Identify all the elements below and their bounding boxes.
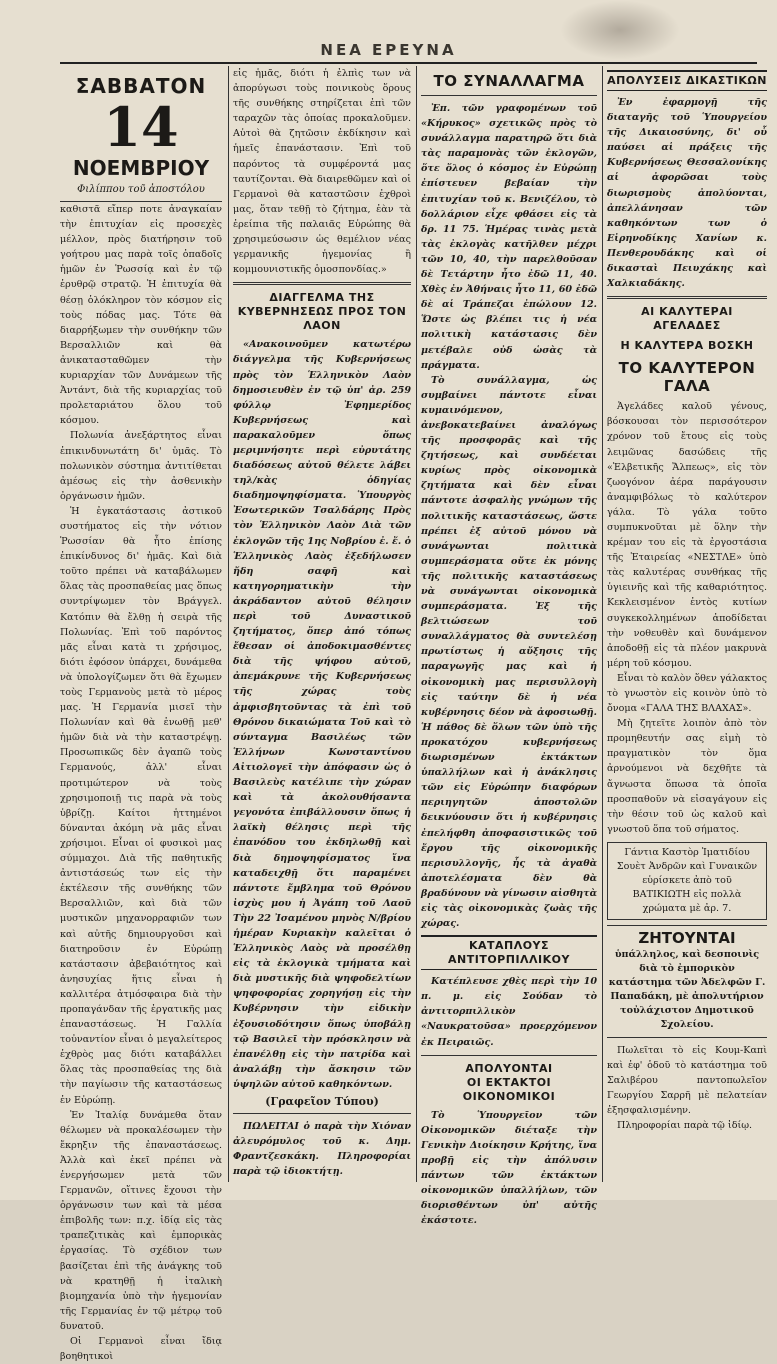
article-heading: ΑΠΟΛΥΟΝΤΑΙ: [465, 1061, 553, 1075]
shop-sale-ad: Πωλεῖται τὸ εἰς Κουμ-Καπὶ καὶ ἐφ' ὁδοῦ τὸ κατάστημα τοῦ Σαλιβέρου παντοπωλεῖον Γεωργίου Σαρρῆ μὲ πελατείαν ἐξησφαλισμένην.: [607, 1044, 767, 1117]
day-number: 14: [103, 95, 179, 159]
article-heading: ΑΠΟΛΥΣΕΙΣ ΔΙΚΑΣΤΙΚΩΝ: [607, 70, 767, 91]
job-ad: [607, 928, 767, 1032]
ad-paragraph: Ἀγελάδες καλοῦ γένους, βόσκουσαι τὸν περισσότερον χρόνον τοῦ ἔτους εἰς τοὺς λειμῶνας δασώδεις τῆς «Ἑλβετικῆς Ἄλπεως», εἰς τὸν ζωογόνον ἀέρα παράγουσιν ἀναμφιβόλως τὸ καλύτερον γάλα. Τὸ γάλα τοῦτο συμπυκνοῦται μὲ ὅλην τὴν κρέμαν του εἰς τὰ ἐργοστάσια τῆς Ἑταιρείας «ΝΕΣΤΛΕ» ὑπὸ τὰς καλυτέρας συνθήκας τῆς ὑγιεινῆς καὶ τῆς καθαριότητος. Κεκλεισμένον ἐντὸς κυτίων συγκεκολλημένων ἀποδίδεται τὴν νοθευθὲν καὶ δυνάμενον ἀποδοθῇ εἰς τὰ πλέον μακρυνὰ μέρη τοῦ κόσμου.: [607, 401, 767, 669]
column-2: [233, 66, 411, 1184]
ad-heading: ΑΙ ΚΑΛΥΤΕΡΑΙ ΑΓΕΛΑΔΕΣ: [641, 305, 733, 333]
paragraph: καθιστᾶ εἴπερ ποτε ἀναγκαίαν τὴν ἐπιτυχίαν εἰς προσεχὲς μέλλον, πρὸς διατήρησιν τοῦ γοήτρου μας παρὰ τοῖς ὀπαδοῖς ἡμῶν ἐν Ῥωσσίᾳ καὶ ἐν τῷ ἐρυθρῷ στρατῷ. Ἡ ἐπιτυχία θὰ θέσῃ ὁλόκληρον τὸν κόσμον εἰς τοὺς πόδας μας. Τότε θὰ διαρρήξωμεν τὴν συνθήκην τῶν Βερσαλλιῶν καὶ θὰ ἀνικατασταθῶμεν τὴν κυριαρχίαν τῶν Δυνάμεων τῆς Ἀντάντ, διὰ τῆς κυριαρχίας τοῦ προλεταριάτου ὅλου τοῦ κόσμου.: [60, 204, 222, 427]
article-subheading: ΟΙ ΕΚΤΑΚΤΟΙ ΟΙΚΟΝΟΜΙΚΟΙ: [462, 1075, 556, 1103]
date-box: [60, 66, 222, 202]
masthead: [0, 40, 777, 62]
paragraph: Τὸ συνάλλαγμα, ὡς συμβαίνει πάντοτε εἶναι κυμαινόμενον, ἀνεβοκατεβαίνει ἀναλόγως τῆς προσφορᾶς καὶ τῆς ζητήσεως, καὶ συνδέεται κυρίως πρὸς οἰκονομικὰ ζητήματα καὶ δὲν εἶναι πάντοτε ἀσφαλὴς γνώμων τῆς πολιτικῆς καταστάσεως, ὥστε πρέπει ἐξ αὐτοῦ μόνου νὰ συνάγωνται πολιτικὰ συμπεράσματα οὔτε ἐκ μόνης τῆς πολιτικῆς καταστάσεως νὰ συνάγωνται οἰκονομικὰ συμπεράσματα. Ἐξ τῆς βελτιώσεων τοῦ συναλλάγματος θὰ συντελέσῃ πρωτίστως ἡ αὔξησις τῆς παραγωγῆς μας καὶ ἡ οἰκονομικὴ μας περισυλλογὴ εἰς ταύτην δὲ ἡ νέα κυβέρνησις δέον νὰ ἀφοσιωθῇ. Ἡ πάθος δὲ ὅλων τῶν ὑπὸ τῆς προκατόχου κυβερνήσεως διωρισμένων ἐκτάκτων ὑπαλλήλων καὶ ἡ ἀνάκλησις τῶν εἰς Εὐρώπην διαφόρων περιηγητῶν ἀποστολῶν δεικνύουσιν ὅτι ἡ κυβέρνησις ἐπελήφθη ἀποφασιστικῶς τοῦ ἔργου τῆς οἰκονομικῆς περισυλλογῆς, ἧς τὰ ἀγαθὰ ἀποτελέσματα δὲν θὰ βραδύνουν νὰ γίνωσιν αἰσθητὰ εἰς τὰς οἰκονομικὰς ζωὰς τῆς χώρας.: [421, 374, 597, 930]
proclamation-text: «Ανακοινοῦμεν κατωτέρω διάγγελμα τῆς Κυβερνήσεως πρὸς τὸν Ἑλληνικὸν Λαὸν δημοσιευθὲν ἐν τῷ ὑπ' ἀρ. 259 φύλλῳ Ἐφημερίδος Κυβερνήσεως καὶ παρακαλοῦμεν ὅπως μεριμνήσητε περὶ εὐρυτάτης διαδόσεως αὐτοῦ θέλετε λάβει τηλ/κὰς ὁδηγίας διαδημοψηφίσματα. Ὑπουργὸς Ἐσωτερικῶν Τσαλδάρης Πρὸς τὸν Ἑλληνικὸν Λαὸν Διὰ τῶν ἐκλογῶν τῆς 1ης Νοβρίου ἐ. ἔ. ὁ Ἑλληνικὸς Λαὸς ἐξεδήλωσεν ἤδη σαφῆ καὶ κατηγορηματικὴν τὴν ἀκράδαντον αὐτοῦ θέλησιν περὶ τοῦ Δυναστικοῦ ζητήματος, ὅπερ ἀπό τόπως ἔθεσαν οἱ ἀποδοκιμασθέντες διὰ τῆς ψήφου αὐτοῦ, ἀπεμάκρυνε τῆς Κυβερνήσεως τῆς χώρας τοὺς ἀμφισβητοῦντας τὰ ἐπὶ τοῦ Θρόνου δικαιώματα Τοῦ καὶ τὸ σύνταγμα Βασιλέως τῶν Ἑλλήνων Κωνσταντίνου Αἰτιολογεῖ τὴν ἀπόφασιν ὡς ὁ Βασιλεὺς κατέλιπε τὴν χώραν καὶ τὰ ἀκολουθήσαντα γεγονότα ἐπιβάλλουσιν ὅπως ἡ λαϊκὴ θέλησις περὶ τῆς ἐπανόδου του ἐκδηλωθῇ καὶ διὰ δημοψηφίσματος ἵνα καταδειχθῇ ὅτι παραμένει πάντοτε ἔμβλημα τοῦ Θρόνου ἰσχὺς μου ἡ Ἀγάπη τοῦ Λαοῦ Τὴν 22 Ἰσαμένου μηνὸς Ν/βρίου ἡμέραν Κυριακὴν καλεῖται ὁ Ἑλληνικὸς Λαὸς νὰ προσέλθῃ εἰς τὰ ἐκλογικὰ τμήματα καὶ διὰ μυστικῆς διὰ ψηφοδελτίων ψηφοφορίας χορηγήσῃ εἰς τὴν Κυβέρνησιν τὴν εἰδικὴν ἐξουσιοδότησιν ὅπως ὑποβάλῃ τῷ Βασιλεῖ τὴν πρόσκλησιν νὰ ἐπανέλθῃ εἰς τὴν πατρίδα καὶ ἀναλάβῃ τὴν ἄσκησιν τῶν ὑψηλῶν αὐτοῦ καθηκόντων.: [233, 339, 411, 1090]
paragraph: Ἡ ἐγκατάστασις ἀστικοῦ συστήματος εἰς τὴν νότιον Ῥωσσίαν θὰ ἦτο ἐπίσης ἐπικίνδυνος δι' ἡμᾶς. Καὶ διὰ τοῦτο πρέπει νὰ καταβάλωμεν ὅλας τὰς προσπαθείας μας ὅπως συντρίψωμεν τὸν Βράγγελ. Κατόπιν θὰ ἔλθῃ ἡ σειρὰ τῆς Πολωνίας. Ἐπὶ τοῦ παρόντος μᾶς εἶναι κατὰ τι χρήσιμος, διότι ἐφόσον ὑπάρχει, δυνάμεθα νὰ ὑπολογίζωμεν ὅτι θὰ ἔχωμεν τοὺς Γερμανοὺς μετὰ τὸ μέρος μας. Ἡ Γερμανία μισεῖ τὴν Πολωνίαν καὶ θὰ ἑνωθῇ μεθ' ἡμῶν διὰ νὰ τὴν καταστρέψῃ. Προσωπικῶς δὲν ἀγαπῶ τοὺς Γερμανούς, ἀλλ' εἶναι προτιμώτερον νὰ τοὺς χρησιμοποιῇ τις παρὰ νὰ τοὺς ὑβρίζῃ. Καίτοι ἡττημένοι δύνανται ἀκόμη νὰ μᾶς εἶναι χρήσιμοι. Εἶναι οἱ φυσικοὶ μας σύμμαχοι. Διὰ τῆς παθητικῆς ἀντιστάσεώς των εἰς τὴν ἐκτέλεσιν τῆς συνθήκης τῶν Βερσαλλιῶν, καὶ διὰ τῶν μυστικῶν μηχανορραφιῶν των καὶ αὐτῆς δημιουργοῦσι καὶ διατηροῦσιν ἐν Εὐρώπῃ κατάστασιν ἀβεβαιότητος καὶ ἀνησυχίας ἥτις εἶναι ἡ καλλιτέρα ἀτμόσφαιρα διὰ τὴν προπαγάνδαν τῆς ἐργατικῆς μας ἐπαναστάσεως. Ἡ Γαλλία τοὐναντίον εἶναι ὁ μεγαλείτερος ἐχθρὸς μας διότι καταβάλλει ὅλας τὰς προσπαθείας της διὰ τὴν παγίωσιν τῆς καταστάσεως ἐν Εὐρώπῃ.: [60, 505, 222, 1106]
divider: [233, 282, 411, 285]
gloves-ad: Γάντια Καστὸρ Ἱματιδίου Σουὲτ Ἀνδρῶν καὶ Γυναικῶν εὑρίσκετε ἀπὸ τοῦ ΒΑΤΙΚΙΩΤΗ εἰς πολλὰ χρώματα μὲ ἀρ. 7.: [607, 842, 767, 920]
article-heading: ΚΑΤΑΠΛΟΥΣ ΑΝΤΙΤΟΡΠΙΛΛΙΚΟΥ: [421, 935, 597, 970]
divider: [421, 1055, 597, 1056]
paragraph: Ἐπ. τῶν γραφομένων τοῦ «Κήρυκος» σχετικῶς πρὸς τὸ συνάλλαγμα παρατηρῶ ὅτι διὰ τὰς παραμονὰς τῶν ἐκλογῶν, ὅτε ὅλος ὁ κόσμος ἐν Εὐρώπῃ ἐπίστευεν βεβαίαν τὴν ἐπιτυχίαν τοῦ κ. Βενιζέλου, τὸ δολλάριον εἶχε φθάσει εἰς τὰ δρ. 11 75. Ἡμέρας τινὰς μετὰ τὰς ἐκλογὰς κατῆλθεν μέχρι τῶν 10, 40, τὴν παρελθοῦσαν δὲ Τετάρτην ἦτο ἐδῶ 11, 40. Χθὲς ἐν Ἀθήναις ἦτο 11, 60 ἐδῶ δὲ αἱ Τράπεζαι ἐπώλουν 12. Ὥστε ὡς βλέπει τις ἡ νέα πολιτικὴ κατάστασις δὲν μετέβαλε οὐδ ὡσὰς τὰ πράγματα.: [421, 103, 597, 371]
job-ad-text: ὑπάλληλος, καὶ δεσποινὶς διὰ τὸ ἐμπορικὸν κατάστημα τῶν Ἀδελφῶν Γ. Παπαδάκη, μὲ ἀπολυτήριον τοὐλάχιστον Δημοτικοῦ Σχολείου.: [608, 948, 766, 1030]
paragraph: Ἐν ἐφαρμογῇ τῆς διαταγῆς τοῦ Ὑπουργείου τῆς Δικαιοσύνης, δι' οὗ παύσει αἱ πράξεις τῆς Κυβερνήσεως Θεσσαλονίκης αἱ ἀφορῶσαι τοὺς διωρισμοὺς ἀπολύονται, ἀπελλάνησαν τῶν καθηκόντων των ὁ Εἰρηνοδίκης Χανίων κ. Πενθερουδάκης καὶ οἱ δικασταὶ Πειυχάκης καὶ Χαλκιαδάκης.: [607, 97, 767, 290]
divider: [421, 95, 597, 96]
divider: [233, 1113, 411, 1114]
masthead-title: ΝΕΑ ΕΡΕΥΝΑ: [320, 41, 457, 59]
article-heading: ΔΙΑΓΓΕΛΜΑ ΤΗΣ ΚΥΒΕΡΝΗΣΕΩΣ ΠΡΟΣ ΤΟΝ ΛΑΟΝ: [237, 291, 407, 333]
job-ad-lead: ΖΗΤΟΥΝΤΑΙ: [638, 928, 736, 947]
column-divider: [416, 66, 417, 1182]
ad-heading: Η ΚΑΛΥΤΕΡΑ ΒΟΣΚΗ: [620, 339, 754, 353]
shop-sale-info: Πληροφορίαι παρὰ τῷ ἰδίῳ.: [617, 1120, 753, 1132]
paragraph: Κατέπλευσε χθὲς περὶ τὴν 10 π. μ. εἰς Σούδαν τὸ ἀντιτορπιλλικὸν «Ναυκρατοῦσα» προερχόμενον ἐκ Πειραιῶς.: [421, 976, 597, 1048]
ad-paragraph: Εἶναι τὸ καλὸν ὅθεν γάλακτος τὸ γνωστὸν εἰς κοινὸν ὑπὸ τὸ ὄνομα «ΓΑΛΑ ΤΗΣ ΒΛΑΧΑΣ».: [607, 672, 767, 715]
paragraph: Πολωνία ἀνεξάρτητος εἶναι ἐπικινδυνωτάτη δι' ὑμᾶς. Τὸ πολωνικὸν σύστημα ἀντιτίθεται ἀμέσως εἰς τὴν ἀσθενικὴν ὀργάνωσιν ἡμῶν.: [60, 430, 222, 502]
column-divider: [602, 66, 603, 1182]
ad-heading: ΤΟ ΚΑΛΥΤΕΡΟΝ ΓΑΛΑ: [618, 359, 756, 396]
column-divider: [228, 66, 229, 1182]
press-office-signature: (Γραφεῖον Τύπου): [265, 1095, 379, 1108]
top-rule: [60, 62, 757, 64]
ad-paragraph: Μὴ ζητεῖτε λοιπὸν ἀπὸ τὸν προμηθευτήν σας εἰμὴ τὸ πραγματικὸν τὸν ὅμα ἀρνούμενοι νὰ δεχθῆτε τὰ ἄγνωστα ὅπωσα τὰ ὁποῖα προσπαθοῦν νὰ εἰσαγάγουν εἰς τὴν θέσιν τοῦ ὡς καλοῦ καὶ γνωστοῦ ὅπα τοῦ σήματος.: [607, 718, 767, 835]
weekday: ΣΑΒΒΑΤΟΝ: [75, 74, 207, 98]
month: ΝΟΕΜΒΡΙΟΥ: [72, 156, 210, 180]
article-heading: ΤΟ ΣΥΝΑΛΛΑΓΜΑ: [433, 72, 585, 90]
paragraph: Τὸ Ὑπουργεῖον τῶν Οἰκονομικῶν διέταξε τὴν Γενικὴν Διοίκησιν Κρήτης, ἵνα προβῇ εἰς τὴν ἀπόλυσιν πάντων τῶν ἐκτάκτων οἰκονομικῶν ὑπαλλήλων, τῶν διορισθέντων ὑπ' αὐτῆς ἐκάστοτε.: [421, 1109, 597, 1227]
paragraph: Ἐν Ἰταλίᾳ δυνάμεθα ὅταν θέλωμεν νὰ προκαλέσωμεν τὴν ἔκρηξιν τῆς ἐπαναστάσεως. Ἀλλὰ καὶ ἐκεῖ πρέπει νὰ ἐνεργήσωμεν μετὰ τῶν Γερμανῶν, οἵτινες ἔχουσι τὴν ὀργάνωσιν των καὶ τὰ μέσα ἐπιβολῆς των: π.χ. ἰδίᾳ εἰς τὰς τραπεζιτικὰς καὶ ἐμπορικὰς ἐργασίας. Τὸ σχέδιον των βασίζεται ἐπὶ τῆς ἀνάγκης τοῦ νὰ κρατηθῇ ἡ ἰταλικὴ βιομηχανία ὑπὸ τὴν ἡγεμονίαν τῆς Γερμανίας ἐν τῷ μέτρῳ τοῦ δυνατοῦ.: [60, 1109, 222, 1332]
column-3: [421, 66, 597, 1227]
continued-paragraph: εἰς ἡμᾶς, διότι ἡ ἐλπὶς των νὰ ἀπορύγωσι τοὺς ποινικοὺς ὅρους τῆς συνθήκης στηρίζεται ἐπὶ τῶν ταραχῶν τὰς ὁποίας προκαλοῦμεν. Αὐτοὶ θὰ ζητῶσιν ἐκδίκησιν καὶ ἡμεῖς ἐπανάστασιν. Ἐπὶ τοῦ παρόντος τὰ συμφέροντά μας ταυτίζονται. Θὰ διαιρεθῶμεν καὶ οἱ Γερμανοὶ θὰ καταστῶσιν ἐχθροὶ μας, ὅταν τεθῇ τὸ ζήτημα, ἐὰν τὰ ἐρείπια τῆς παλαιᾶς Εὐρώπης θὰ χρησιμεύσωσιν ὡς θεμέλιον νέας γερμανικῆς ἡγεμονίας ἢ κομμουνιστικῆς ὁμοσπονδίας.»: [233, 68, 411, 276]
divider: [607, 925, 767, 926]
sale-notice: ΠΩΛΕΙΤΑΙ ὁ παρὰ τὴν Χιόναν ἀλευρόμυλος τοῦ κ. Δημ. Φραντζεσκάκη. Πληροφορίαι παρὰ τῷ ἰδιοκτήτῃ.: [233, 1121, 411, 1178]
column-1: [60, 66, 222, 1363]
saint-of-day: Φιλίππου τοῦ ἀποστόλου: [77, 184, 205, 195]
column-4: [607, 66, 767, 1184]
divider: [607, 296, 767, 299]
paragraph: Οἱ Γερμανοὶ εἶναι ἴδιᾳ βοηθητικοὶ: [60, 1336, 222, 1363]
divider: [607, 1037, 767, 1038]
